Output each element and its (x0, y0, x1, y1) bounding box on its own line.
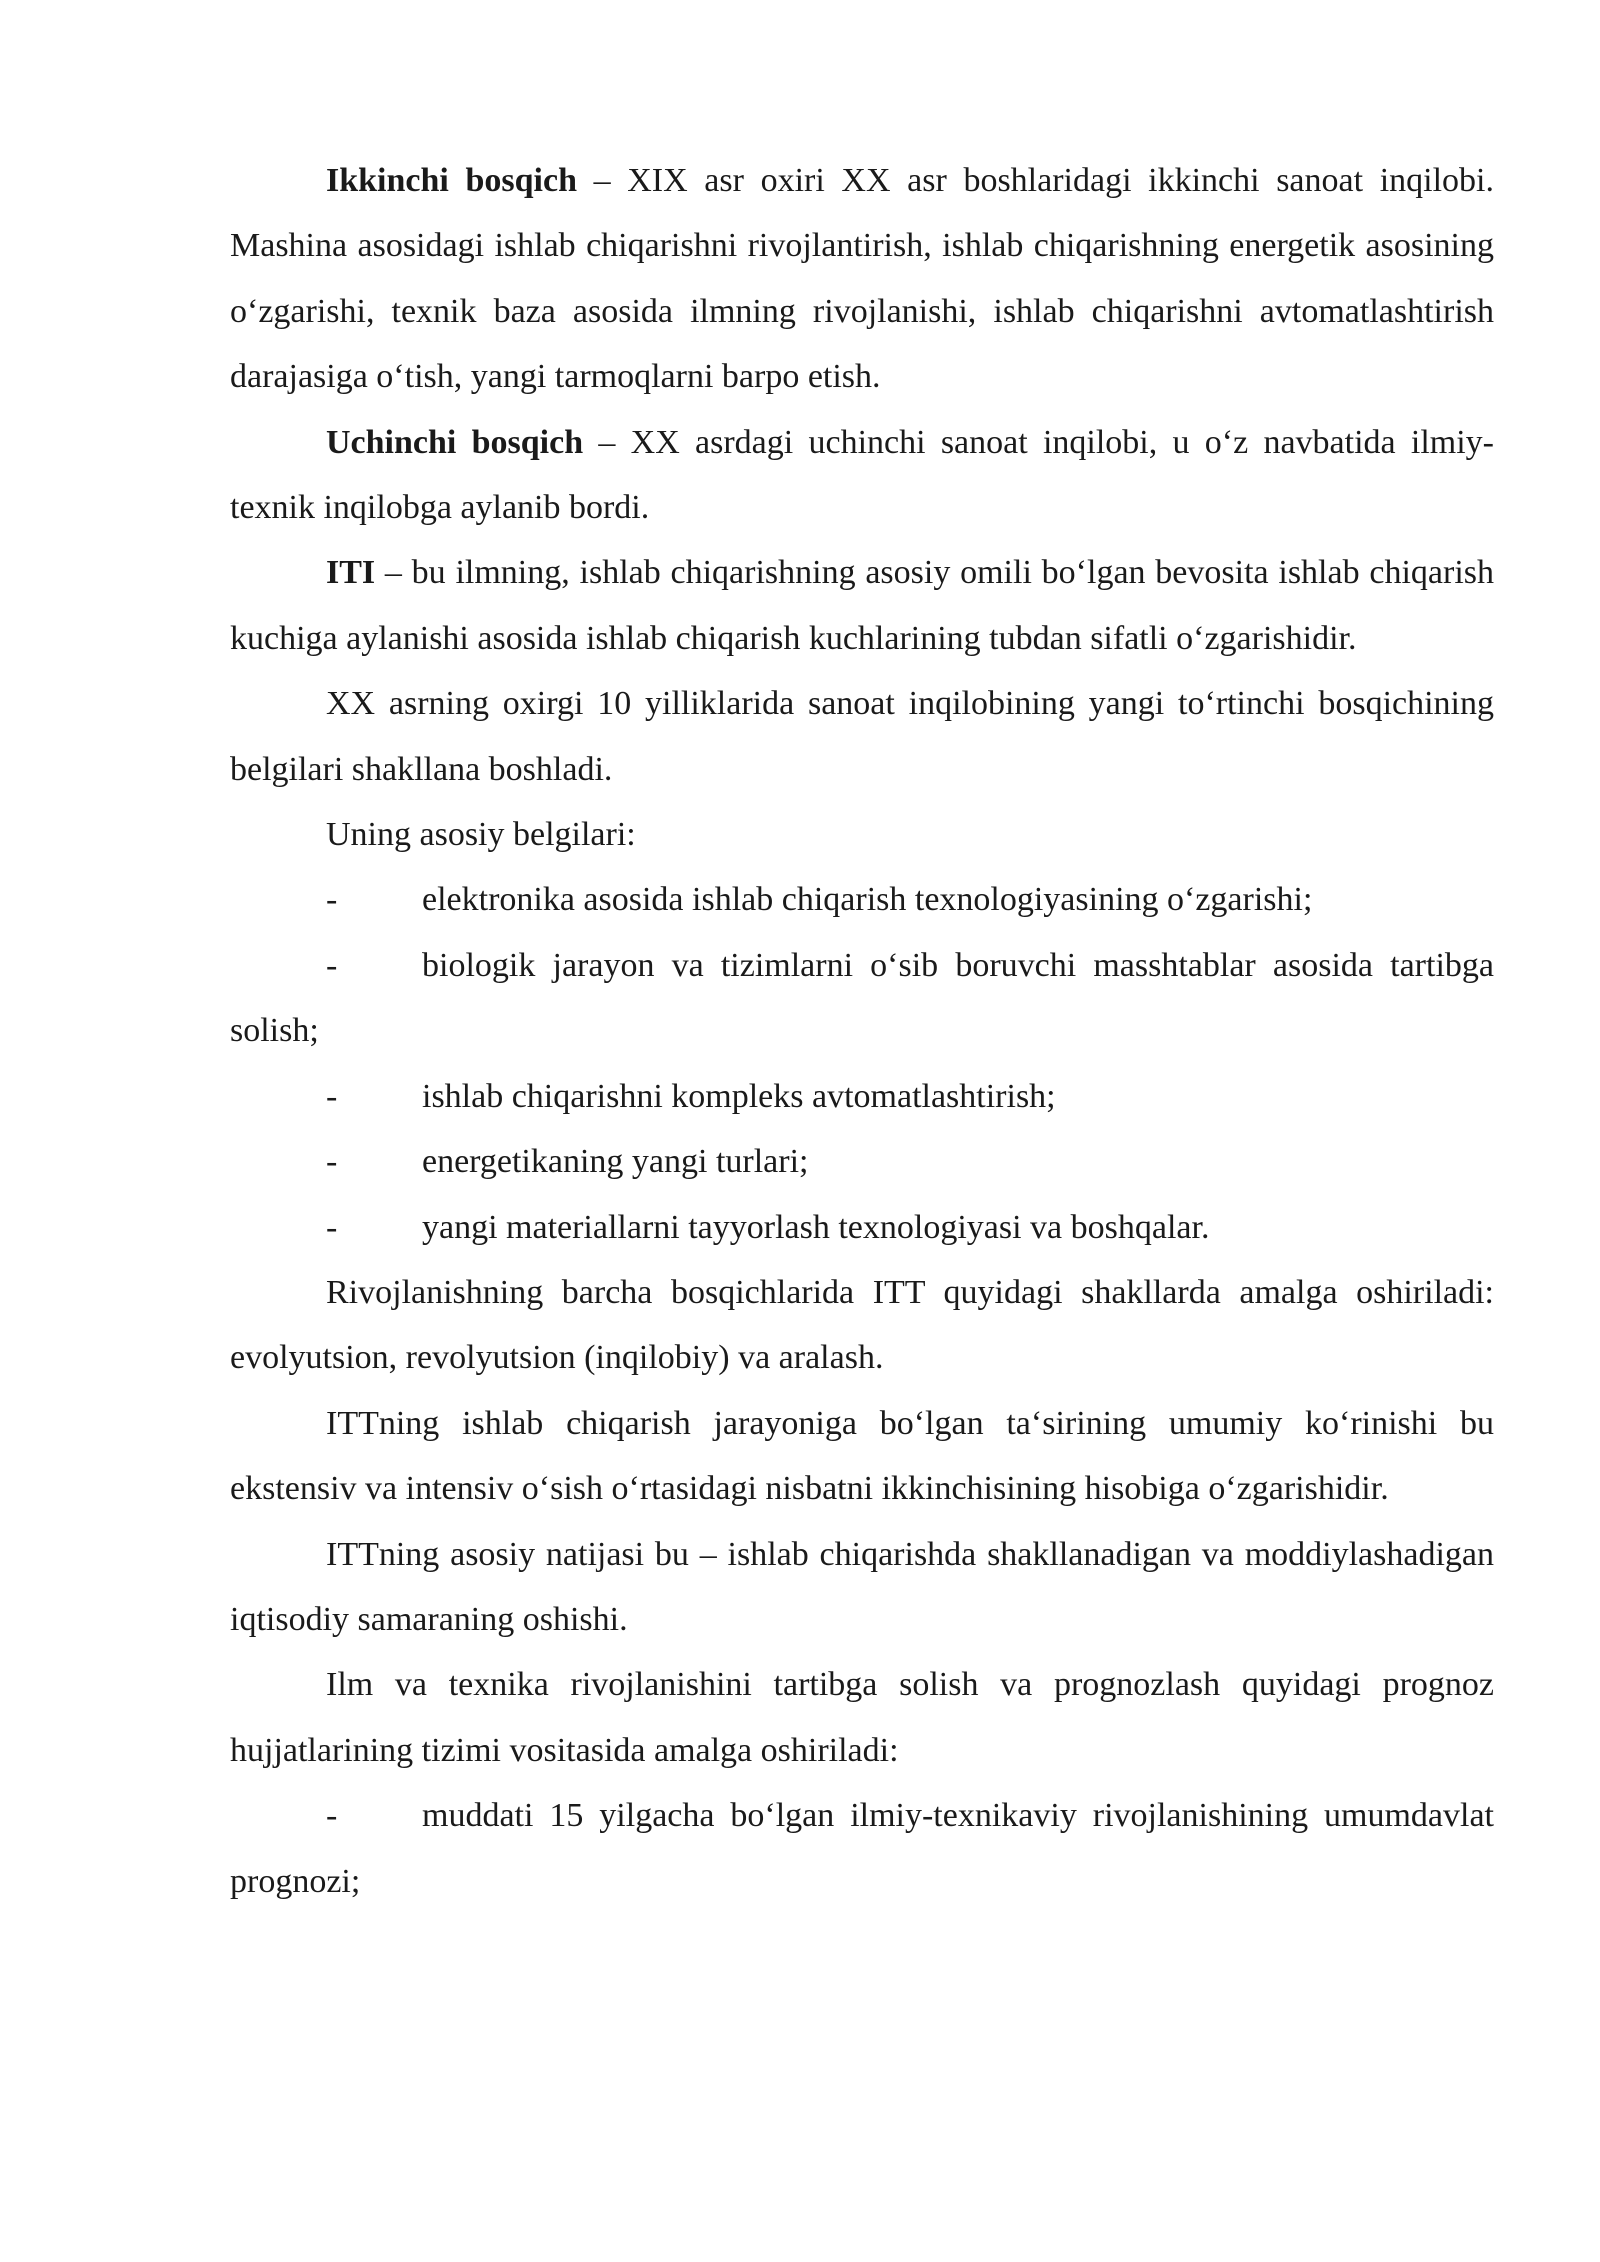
list-item-text: yangi materiallarni tayyorlash texnologiyasi va boshqalar. (422, 1208, 1210, 1246)
paragraph-third-stage (230, 410, 1494, 541)
list-item-text: elektronika asosida ishlab chiqarish texnologiyasining o‘zgarishi; (422, 881, 1313, 919)
list-item-text: biologik jarayon va tizimlarni o‘sib boruvchi masshtablar asosida tartibga solish; (230, 946, 1494, 1050)
list-dash: - (326, 1797, 338, 1835)
list-dash: - (326, 946, 338, 984)
list-item (230, 1129, 1494, 1194)
paragraph-iti-definition (230, 540, 1494, 671)
paragraph-itt-result: ITTning asosiy natijasi bu – ishlab chiqarishda shakllanadigan va moddiylashadigan iqtisodiy samaraning oshishi. (230, 1535, 1494, 1638)
paragraph-fourth-stage: XX asrning oxirgi 10 yilliklarida sanoat inqilobining yangi to‘rtinchi bosqichining belgilari shakllana boshladi. (230, 685, 1494, 788)
list-item (230, 867, 1494, 932)
paragraph-second-stage (230, 148, 1494, 410)
list-dash: - (326, 1208, 338, 1246)
paragraph-text: – XIX asr oxiri XX asr boshlaridagi ikkinchi sanoat inqilobi. Mashina asosidagi ishlab chiqarishni rivojlantirish, ishlab chiqarishning energetik asosining o‘zgarishi, texnik baza asosida ilmning rivojlanishi, ishlab chiqarishni avtomatlashtirish darajasiga o‘tish, yangi tarmoqlarni barpo etish. (230, 162, 1494, 396)
list-item (230, 1783, 1494, 1914)
term-third-stage: Uchinchi bosqich (326, 423, 584, 461)
list-item (230, 1064, 1494, 1129)
document-page (230, 148, 1494, 1914)
list-dash: - (326, 1077, 338, 1115)
term-iti: ITI (326, 554, 376, 592)
list-item-text: muddati 15 yilgacha bo‘lgan ilmiy-texnikaviy rivojlanishining umumdavlat prognozi; (230, 1797, 1494, 1900)
list-item (230, 933, 1494, 1064)
list-dash: - (326, 881, 338, 919)
paragraph-text: – bu ilmning, ishlab chiqarishning asosiy omili bo‘lgan bevosita ishlab chiqarish kuchiga aylanishi asosida ishlab chiqarish kuchlarining tubdan sifatli o‘zgarishidir. (230, 554, 1494, 657)
term-second-stage: Ikkinchi bosqich (326, 162, 577, 199)
paragraph-itt-impact: ITTning ishlab chiqarish jarayoniga bo‘lgan ta‘sirining umumiy ko‘rinishi bu ekstensiv va intensiv o‘sish o‘rtasidagi nisbatni ikkinchisining hisobiga o‘zgarishidir. (230, 1404, 1494, 1508)
list-item-text: ishlab chiqarishni kompleks avtomatlashtirish; (422, 1077, 1056, 1115)
list-item-text: energetikaning yangi turlari; (422, 1143, 809, 1181)
paragraph-forecasting: Ilm va texnika rivojlanishini tartibga solish va prognozlash quyidagi prognoz hujjatlarining tizimi vositasida amalga oshiriladi: (230, 1666, 1494, 1769)
paragraph-development-forms: Rivojlanishning barcha bosqichlarida ITT quyidagi shakllarda amalga oshiriladi: evolyutsion, revolyutsion (inqilobiy) va aralash. (230, 1273, 1494, 1377)
list-dash: - (326, 1143, 338, 1181)
paragraph-text: – XX asrdagi uchinchi sanoat inqilobi, u o‘z navbatida ilmiy-texnik inqilobga aylanib bordi. (230, 423, 1494, 527)
list-item (230, 1195, 1494, 1260)
paragraph-main-features-intro: Uning asosiy belgilari: (326, 816, 636, 854)
